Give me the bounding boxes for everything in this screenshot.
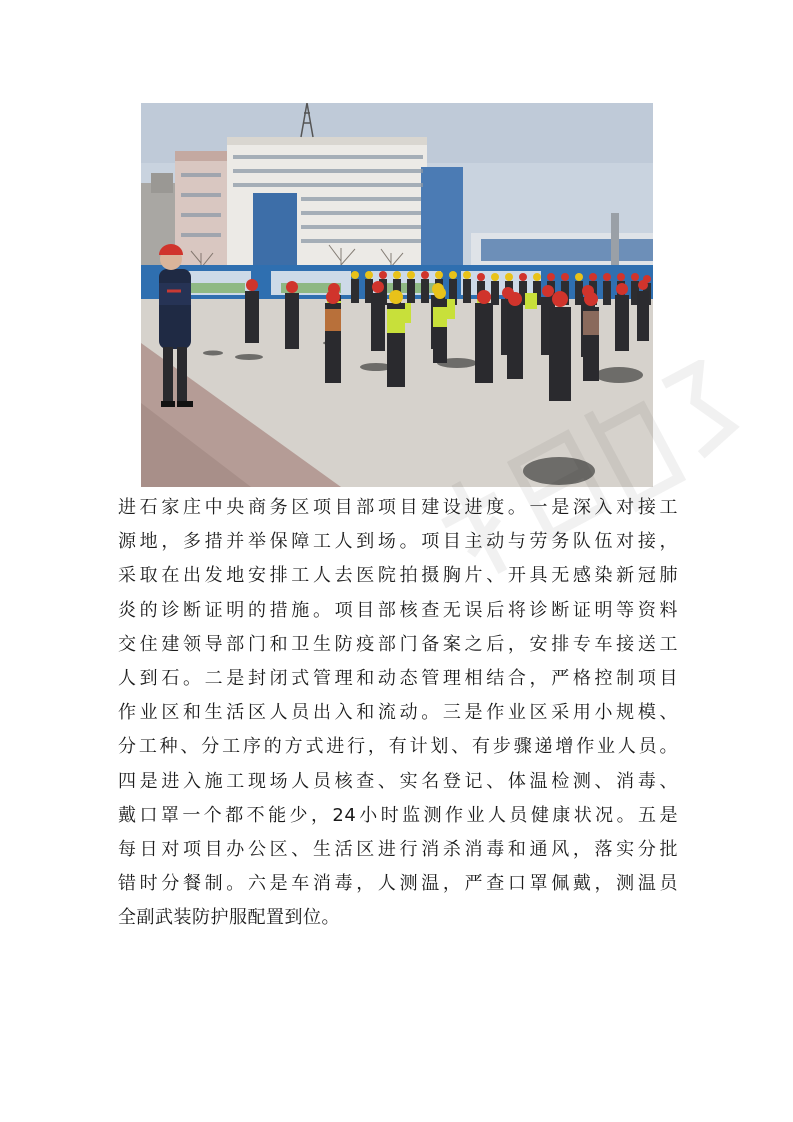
article-line: 交住建领导部门和卫生防疫部门备案之后，安排专车接送工 — [118, 633, 678, 655]
article-body — [118, 491, 678, 935]
article-line: 分工种、分工序的方式进行，有计划、有步骤递增作业人员。 — [118, 736, 678, 758]
article-line: 进石家庄中央商务区项目部项目建设进度。一是深入对接工 — [118, 497, 678, 518]
article-line: 人到石。二是封闭式管理和动态管理相结合，严格控制项目 — [118, 667, 678, 689]
article-line: 作业区和生活区人员出入和流动。三是作业区采用小规模、 — [118, 702, 678, 724]
site-photo — [141, 103, 653, 487]
article-line: 错时分餐制。六是车消毒，人测温，严查口罩佩戴，测温员 — [118, 873, 678, 895]
article-line: 每日对项目办公区、生活区进行消杀消毒和通风，落实分批 — [118, 838, 678, 860]
article-line: 炎的诊断证明的措施。项目部核查无误后将诊断证明等资料 — [118, 599, 678, 621]
article-line: 戴口罩一个都不能少，24小时监测作业人员健康状况。五是 — [118, 804, 678, 826]
article-line: 全副武装防护服配置到位。 — [118, 907, 340, 929]
article-line: 源地，多措并举保障工人到场。项目主动与劳务队伍对接， — [118, 531, 678, 553]
article-line: 采取在出发地安排工人去医院拍摄胸片、开具无感染新冠肺 — [118, 565, 678, 587]
site-photo-image — [141, 103, 653, 487]
article-line: 四是进入施工现场人员核查、实名登记、体温检测、消毒、 — [118, 770, 678, 792]
